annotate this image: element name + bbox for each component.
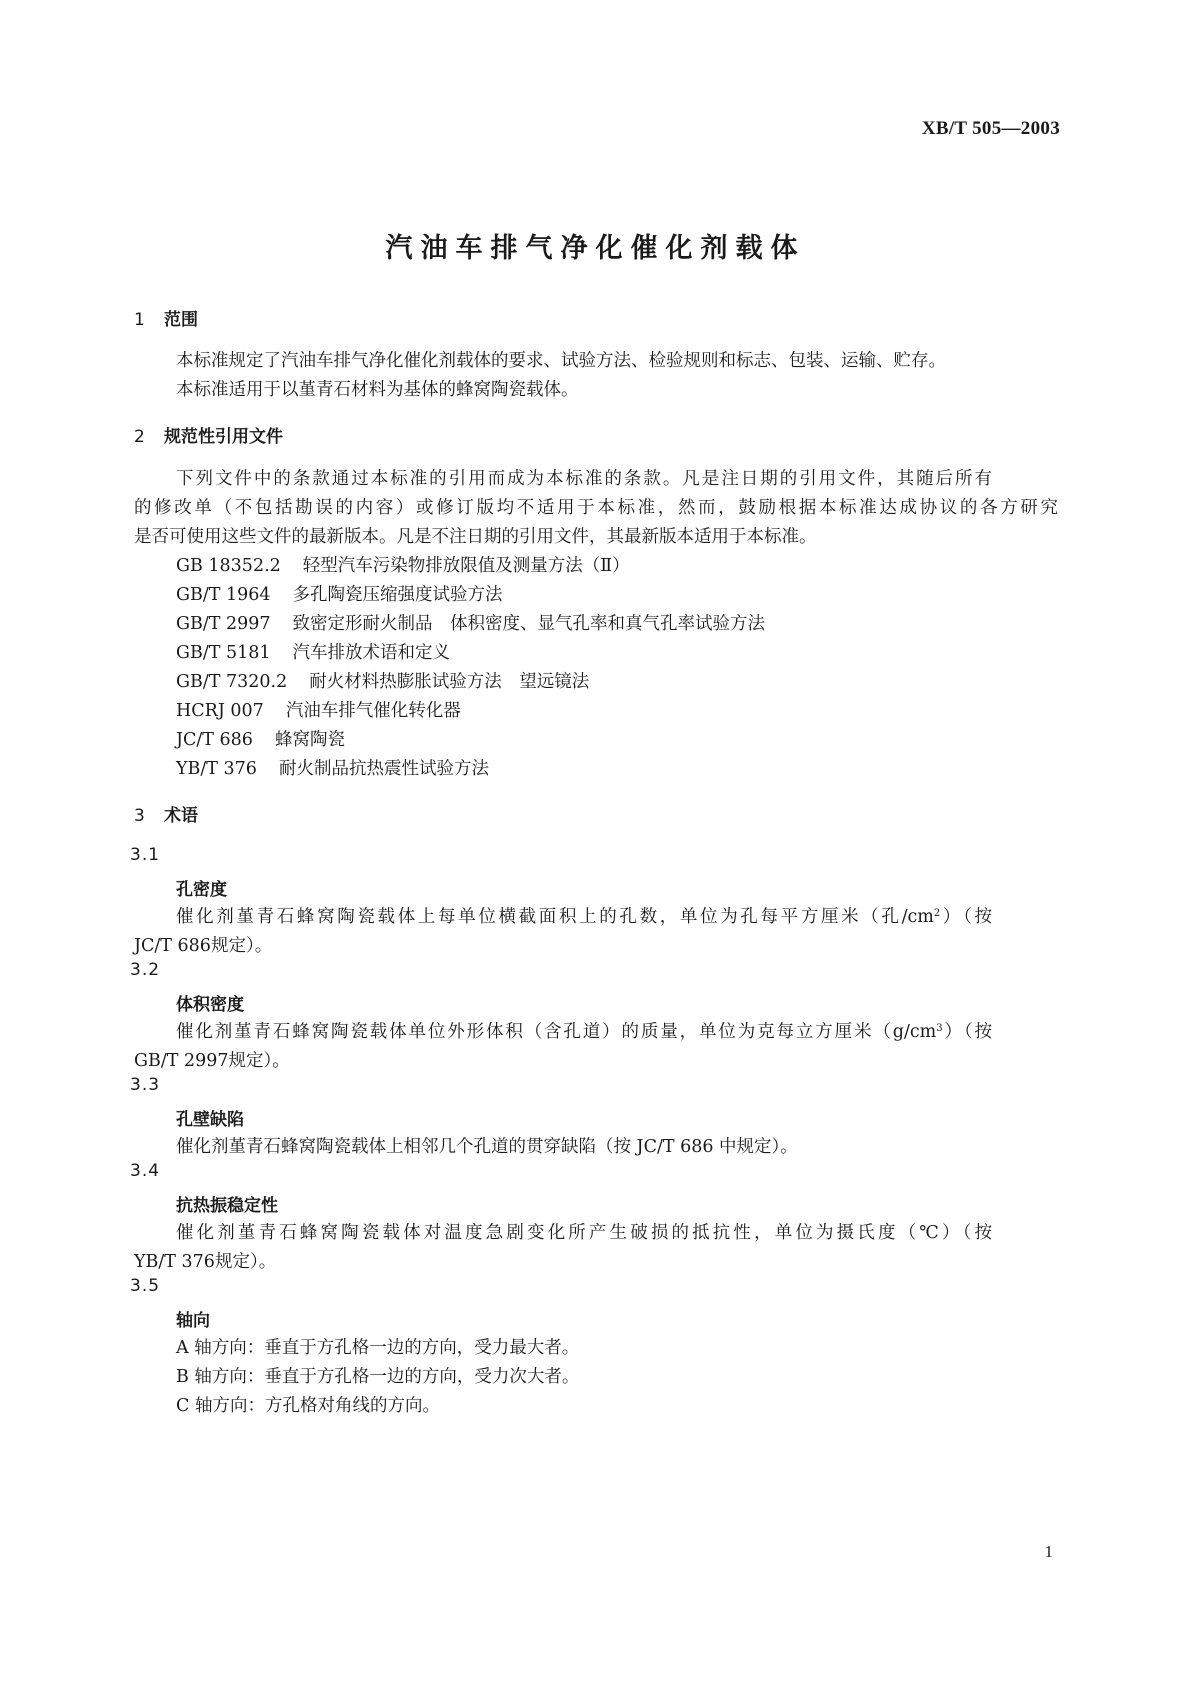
reference-code: JC/T 686 (176, 730, 253, 750)
reference-code: GB 18352.2 (176, 556, 281, 576)
superscript: 2 (933, 908, 941, 919)
reference-title: 多孔陶瓷压缩强度试验方法 (292, 585, 503, 605)
reference-code: GB/T 1964 (176, 585, 271, 605)
reference-item (176, 610, 765, 635)
clause-number: 3.5 (130, 1276, 161, 1296)
section-2-paragraph-line-1: 下列文件中的条款通过本标准的引用而成为本标准的条款。凡是注日期的引用文件，其随后所有 (176, 469, 992, 489)
definition-text: ）（按 (940, 907, 992, 927)
term-definition-line: GB/T 2997规定）。 (134, 1051, 290, 1071)
section-1-paragraph-1: 本标准规定了汽油车排气净化催化剂载体的要求、试验方法、检验规则和标志、包装、运输、贮存。 (176, 351, 946, 371)
page-number: 1 (1044, 1542, 1053, 1561)
reference-item (176, 639, 450, 664)
term-heading: 孔壁缺陷 (176, 1110, 244, 1130)
section-2-paragraph-line-2: 的修改单（不包括勘误的内容）或修订版均不适用于本标准，然而，鼓励根据本标准达成协议的各方研究 (134, 498, 1058, 518)
reference-code: GB/T 7320.2 (176, 672, 288, 692)
section-title: 范围 (164, 310, 198, 330)
standard-code: XB/T 505—2003 (921, 118, 1060, 139)
term-definition-line: 催化剂堇青石蜂窝陶瓷载体对温度急剧变化所产生破损的抵抗性，单位为摄氏度（℃）（按 (176, 1223, 992, 1243)
section-title: 规范性引用文件 (164, 427, 283, 447)
reference-code: GB/T 2997 (176, 614, 271, 634)
section-title: 术语 (164, 806, 198, 826)
clause-number: 3.2 (130, 960, 161, 980)
reference-title: 致密定形耐火制品 体积密度、显气孔率和真气孔率试验方法 (292, 614, 766, 634)
reference-title: 蜂窝陶瓷 (274, 730, 345, 750)
section-3-heading (134, 801, 198, 826)
reference-title: 汽油车排气催化转化器 (285, 701, 461, 721)
term-heading: 抗热振稳定性 (176, 1196, 278, 1216)
term-definition-line: YB/T 376规定）。 (134, 1252, 277, 1272)
section-1-heading (134, 305, 198, 330)
reference-item (176, 552, 630, 577)
clause-number: 3.4 (130, 1161, 161, 1181)
reference-title: 耐火材料热膨胀试验方法 望远镜法 (309, 672, 590, 692)
reference-code: YB/T 376 (176, 759, 257, 779)
reference-code: HCRJ 007 (176, 701, 264, 721)
section-2-paragraph-line-3: 是否可使用这些文件的最新版本。凡是不注日期的引用文件，其最新版本适用于本标准。 (134, 527, 817, 547)
superscript: 3 (936, 1023, 943, 1034)
term-heading: 体积密度 (176, 995, 244, 1015)
section-2-heading (134, 422, 283, 447)
section-number: 2 (134, 427, 145, 447)
clause-number: 3.1 (130, 845, 161, 865)
axis-definition-a: A 轴方向：垂直于方孔格一边的方向，受力最大者。 (176, 1338, 580, 1358)
section-1-paragraph-2: 本标准适用于以堇青石材料为基体的蜂窝陶瓷载体。 (176, 380, 579, 400)
definition-text: ）（按 (942, 1022, 993, 1042)
section-number: 3 (134, 806, 145, 826)
clause-number: 3.3 (130, 1075, 161, 1095)
section-number: 1 (134, 310, 145, 330)
axis-definition-c: C 轴方向：方孔格对角线的方向。 (176, 1396, 440, 1416)
reference-item (176, 726, 345, 751)
reference-item (176, 668, 589, 693)
reference-code: GB/T 5181 (176, 643, 271, 663)
term-definition-line (176, 1018, 992, 1043)
term-definition-line: JC/T 686规定）。 (134, 936, 273, 956)
definition-text: 催化剂堇青石蜂窝陶瓷载体单位外形体积（含孔道）的质量，单位为克每立方厘米（g/cm (176, 1022, 937, 1042)
document-title: 汽油车排气净化催化剂载体 (385, 233, 806, 264)
reference-title: 汽车排放术语和定义 (292, 643, 451, 663)
reference-title: 轻型汽车污染物排放限值及测量方法（Ⅱ） (302, 556, 630, 576)
definition-text: 催化剂堇青石蜂窝陶瓷载体上每单位横截面积上的孔数，单位为孔每平方厘米（孔/cm (176, 907, 934, 927)
term-definition-line (176, 903, 992, 928)
reference-item (176, 755, 489, 780)
term-heading: 轴向 (176, 1311, 210, 1331)
reference-item (176, 581, 503, 606)
term-heading: 孔密度 (176, 880, 227, 900)
reference-title: 耐火制品抗热震性试验方法 (278, 759, 489, 779)
reference-item (176, 697, 461, 722)
axis-definition-b: B 轴方向：垂直于方孔格一边的方向，受力次大者。 (176, 1367, 580, 1387)
term-definition-line: 催化剂堇青石蜂窝陶瓷载体上相邻几个孔道的贯穿缺陷（按 JC/T 686 中规定）。 (176, 1137, 798, 1157)
